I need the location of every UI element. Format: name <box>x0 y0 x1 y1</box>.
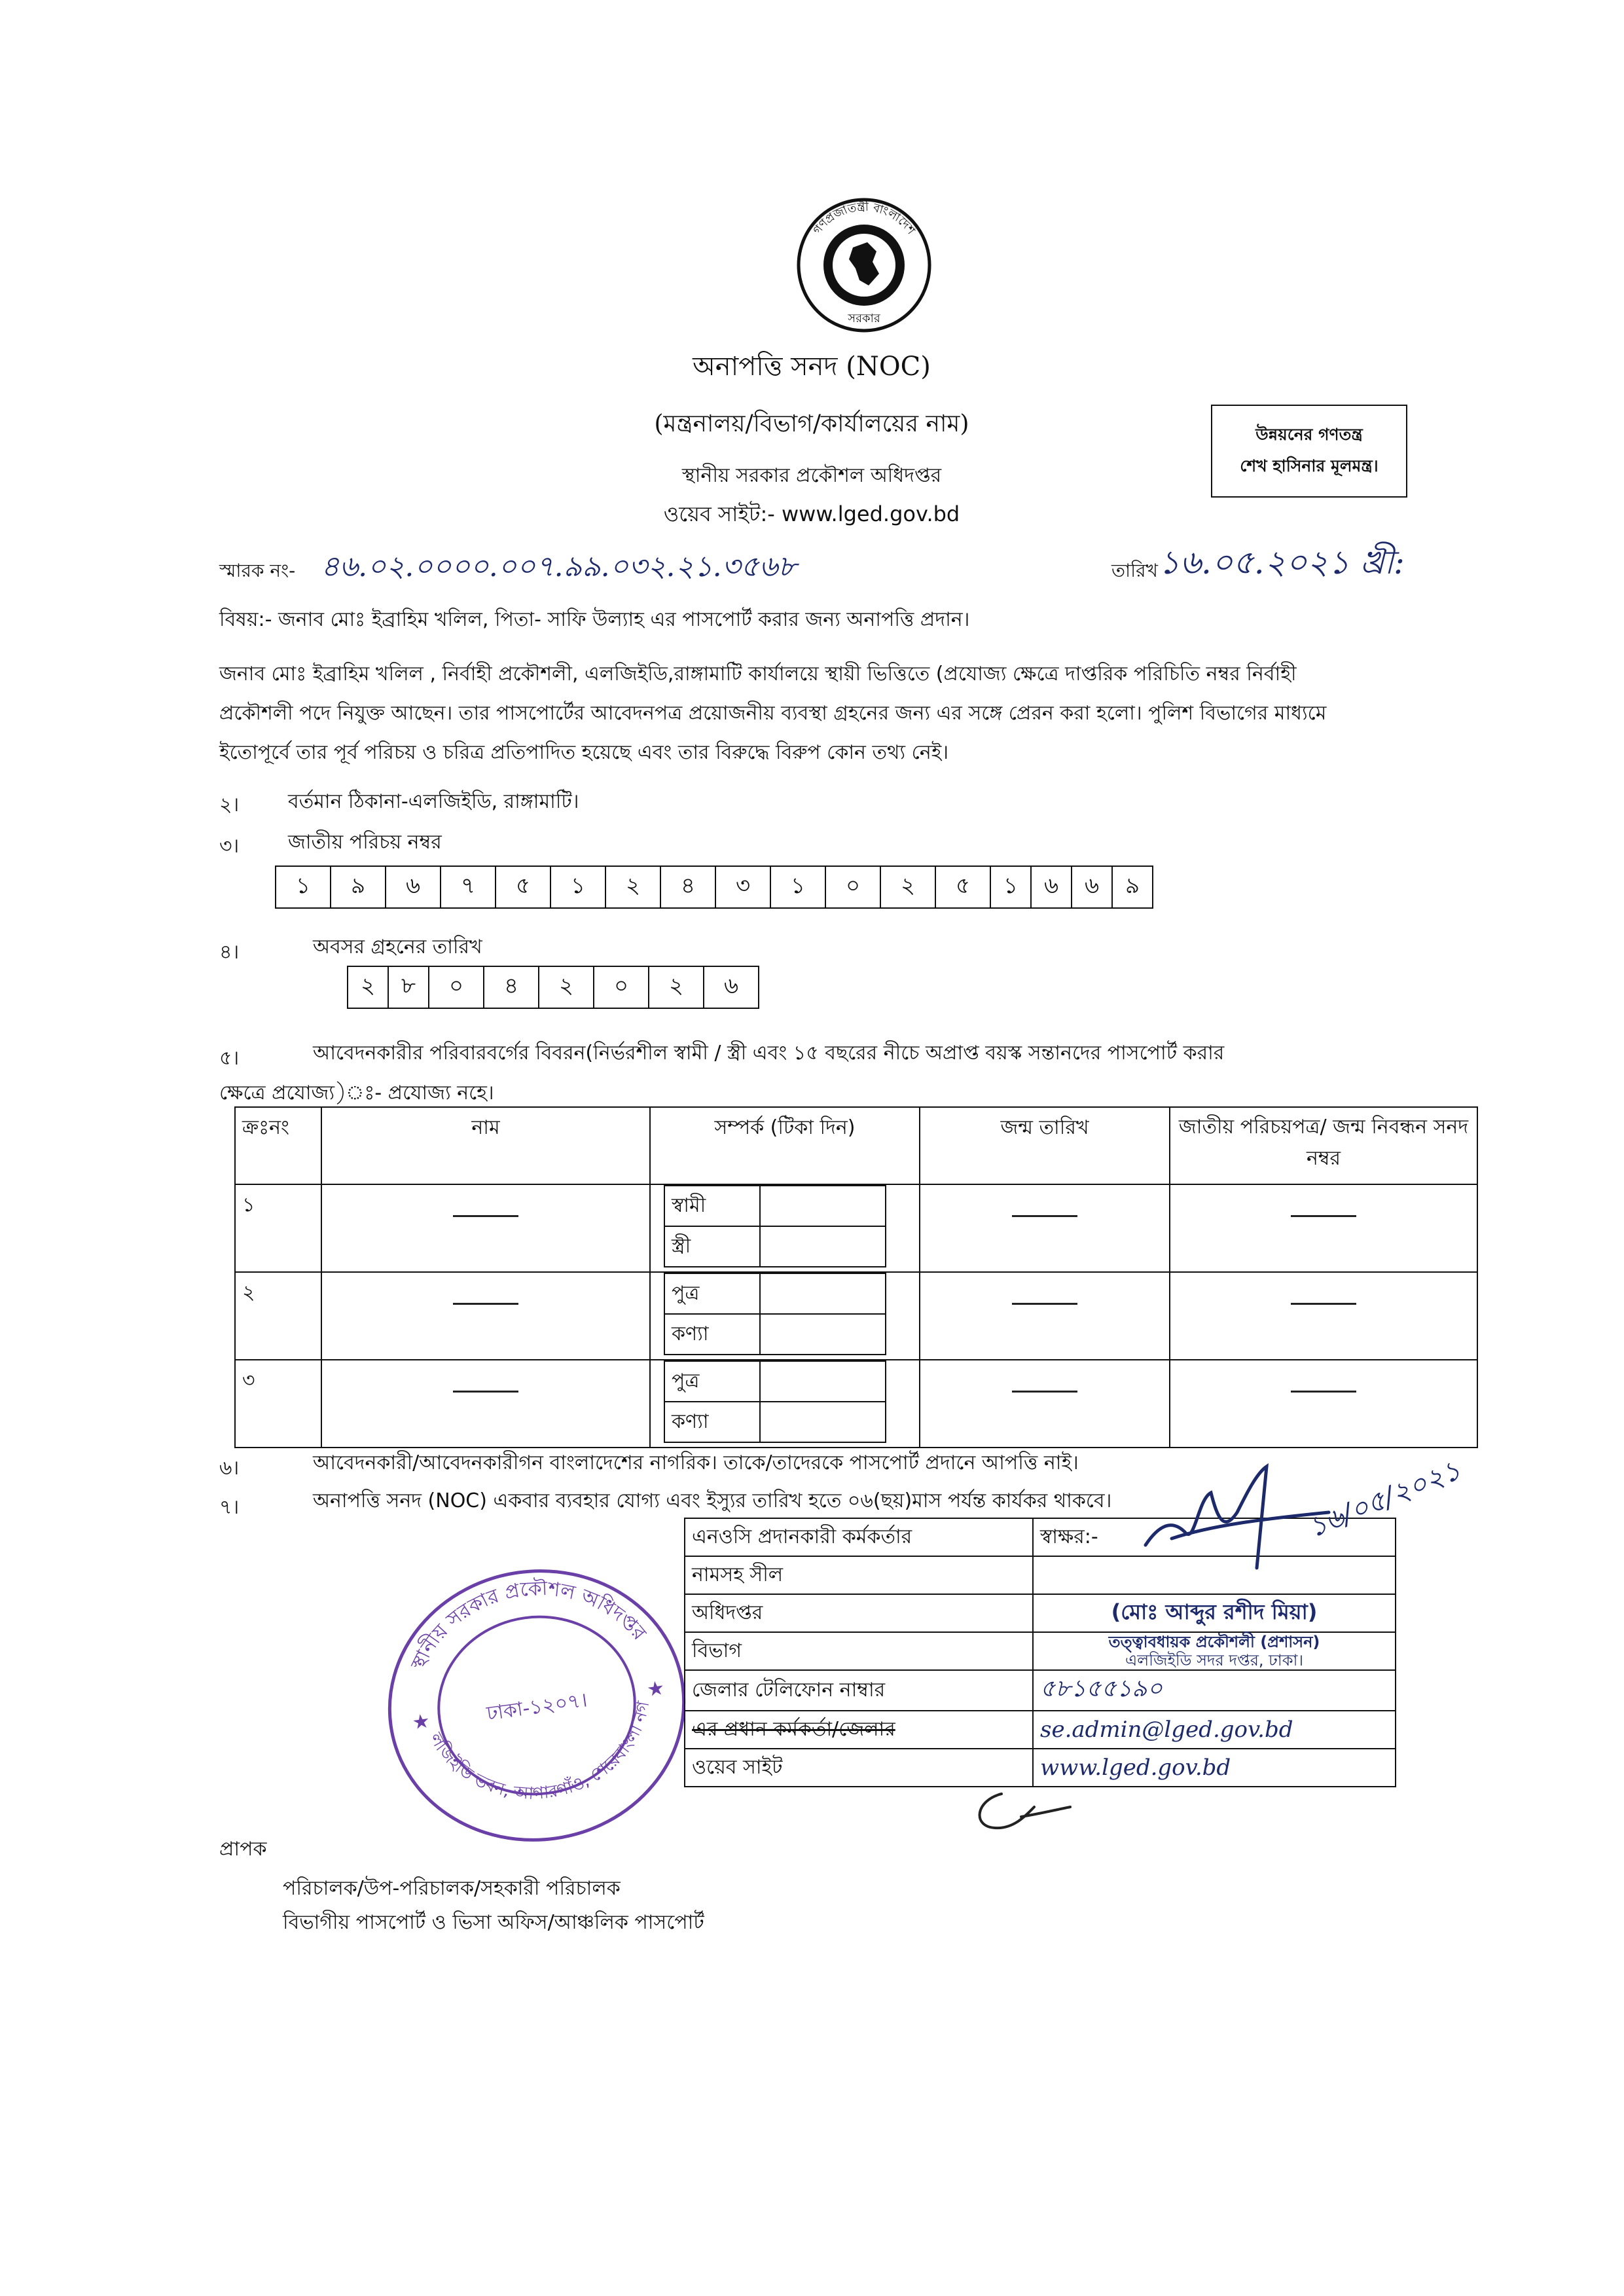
nid-digit: ১ <box>276 866 331 908</box>
officer-value: স্বাক্ষর:- <box>1033 1518 1396 1556</box>
initials-icon <box>962 1781 1080 1840</box>
recipient-line1: পরিচালক/উপ-পরিচালক/সহকারী পরিচালক <box>283 1877 621 1900</box>
officer-label: নামসহ সীল <box>685 1556 1033 1594</box>
retirement-digit: ২ <box>348 966 388 1008</box>
signature-date: ১৬/০৫/২০২১ <box>1303 1453 1466 1544</box>
col-header-serial: ক্রঃনং <box>235 1107 321 1184</box>
relation-option: কণ্যা <box>664 1402 760 1442</box>
emblem-icon <box>795 196 933 334</box>
item2-number: ২। <box>219 793 240 816</box>
table-row <box>685 1670 1396 1711</box>
date-value: ১৬.০৫.২০২১ খ্রী: <box>1159 543 1405 581</box>
blank-dash <box>453 1391 518 1393</box>
table-row <box>235 1184 1477 1272</box>
seal-icon <box>380 1561 694 1850</box>
item7-number: ৭। <box>219 1496 240 1519</box>
item5-line1: আবেদনকারীর পরিবারবর্গের বিবরন(নির্ভরশীল স্বামী / স্ত্রী এবং ১৫ বছরের নীচে অপ্রাপ্ত বয়স্ক সন্তানদের পাসপোর্ট করার <box>313 1042 1225 1065</box>
retirement-digit: ২ <box>539 966 594 1008</box>
body-paragraph <box>219 655 1515 773</box>
officer-label: জেলার টেলিফোন নাম্বার <box>685 1670 1033 1711</box>
subject-line: বিষয়:- জনাব মোঃ ইব্রাহিম খলিল, পিতা- সাফি উল্যাহ এর পাসপোর্ট করার জন্য অনাপত্তি প্রদান। <box>219 608 970 631</box>
officer-label: এনওসি প্রদানকারী কর্মকর্তার <box>685 1518 1033 1556</box>
body-line: প্রকৌশলী পদে নিযুক্ত আছেন। তার পাসপোর্টের আবেদনপত্র প্রয়োজনীয় ব্যবস্থা গ্রহনের জন্য এর সঙ্গে প্রেরন করা হলো। পুলিশ বিভাগের মাধ্যমে <box>219 702 1327 725</box>
name-cell <box>321 1184 650 1272</box>
family-table <box>234 1106 1478 1448</box>
nid-cell <box>1170 1360 1477 1448</box>
item3-number: ৩। <box>219 835 240 858</box>
date-label: তারিখ <box>1111 560 1158 581</box>
table-row <box>685 1594 1396 1632</box>
nid-digit: ৪ <box>660 866 715 908</box>
official-seal <box>380 1561 694 1850</box>
blank-dash <box>1291 1391 1356 1393</box>
nid-digit: ৫ <box>935 866 990 908</box>
nid-digit: ৬ <box>1072 866 1112 908</box>
retirement-digit: ০ <box>594 966 649 1008</box>
officer-label: অধিদপ্তর <box>685 1594 1033 1632</box>
department-name: স্থানীয় সরকার প্রকৌশল অধিদপ্তর <box>681 464 942 487</box>
relation-cell <box>650 1272 920 1360</box>
relation-option: পুত্র <box>664 1361 760 1402</box>
relation-option: কণ্যা <box>664 1314 760 1355</box>
retirement-digit: ৮ <box>388 966 429 1008</box>
nid-digit: ১ <box>990 866 1031 908</box>
dob-cell <box>920 1360 1170 1448</box>
star-icon: ★ <box>410 1709 432 1735</box>
table-row <box>235 1272 1477 1360</box>
retirement-digit: ৬ <box>704 966 759 1008</box>
emblem-bottom-text: সরকার <box>848 312 880 325</box>
row-serial: ৩ <box>235 1360 321 1448</box>
blank-dash <box>453 1215 518 1217</box>
item4-label: অবসর গ্রহনের তারিখ <box>313 936 482 958</box>
item3-label: জাতীয় পরিচয় নম্বর <box>288 831 442 854</box>
memo-label: স্মারক নং- <box>219 560 296 581</box>
officer-name-stamp: (মোঃ আব্দুর রশীদ মিয়া) <box>1033 1594 1396 1632</box>
emblem-arc-text: গণপ্রজাতন্ত্রী বাংলাদেশ <box>810 200 918 238</box>
col-header-dob: জন্ম তারিখ <box>920 1107 1170 1184</box>
office-line: এলজিইডি সদর দপ্তর, ঢাকা। <box>1125 1651 1304 1669</box>
body-line: জনাব মোঃ ইব্রাহিম খলিল , নির্বাহী প্রকৌশলী, এলজিইডি,রাঙ্গামাটি কার্যালয়ে স্থায়ী ভিত্তিতে (প্রযোজ্য ক্ষেত্রে দাপ্তরিক পরিচিতি নম্বর নির্বাহী <box>219 663 1297 685</box>
item5-line2: ক্ষেত্রে প্রযোজ্য)ঃ- প্রযোজ্য নহে। <box>219 1082 494 1104</box>
table-row <box>685 1711 1396 1749</box>
table-row <box>235 1360 1477 1448</box>
nid-cell <box>1170 1184 1477 1272</box>
name-cell <box>321 1272 650 1360</box>
nid-digit: ৯ <box>331 866 386 908</box>
row-serial: ১ <box>235 1184 321 1272</box>
nid-digit: ৬ <box>386 866 441 908</box>
dob-cell <box>920 1272 1170 1360</box>
slogan-line2: শেখ হাসিনার মূলমন্ত্র। <box>1240 456 1379 475</box>
initials-mark <box>962 1781 1080 1840</box>
nid-digit: ২ <box>605 866 660 908</box>
memo-number: ৪৬.০২.০০০০.০০৭.৯৯.০৩২.২১.৩৫৬৮ <box>321 550 797 583</box>
col-header-relation: সম্পর্ক (টিকা দিন) <box>650 1107 920 1184</box>
officer-label: বিভাগ <box>685 1632 1033 1670</box>
email-value: se.admin@lged.gov.bd <box>1033 1711 1396 1749</box>
item2-text: বর্তমান ঠিকানা-এলজিইডি, রাঙ্গামাটি। <box>288 790 579 813</box>
recipient-label: প্রাপক <box>219 1838 267 1861</box>
dob-cell <box>920 1184 1170 1272</box>
phone-value: ৫৮১৫৫১৯০ <box>1033 1670 1396 1711</box>
retirement-digit: ০ <box>429 966 484 1008</box>
item4-number: ৪। <box>219 941 240 964</box>
nid-digit: ৬ <box>1031 866 1072 908</box>
name-cell <box>321 1360 650 1448</box>
designation-line: তত্ত্বাবধায়ক প্রকৌশলী (প্রশাসন) <box>1108 1633 1320 1651</box>
relation-option: পুত্র <box>664 1273 760 1314</box>
slogan-line1: উন্নয়নের গণতন্ত্র <box>1255 425 1363 444</box>
blank-dash <box>453 1303 518 1305</box>
nid-digit-boxes <box>275 866 1153 909</box>
officer-designation <box>1033 1632 1396 1670</box>
relation-option: স্ত্রী <box>664 1226 760 1267</box>
item6-text: আবেদনকারী/আবেদনকারীগন বাংলাদেশের নাগরিক। তাকে/তাদেরকে পাসপোর্ট প্রদানে আপত্তি নাই। <box>313 1451 1079 1474</box>
item7-text: অনাপত্তি সনদ (NOC) একবার ব্যবহার যোগ্য এবং ইস্যুর তারিখ হতে ০৬(ছয়)মাস পর্যন্ত কার্যকর থাকবে। <box>313 1489 1112 1512</box>
nid-digit: ৫ <box>496 866 550 908</box>
struck-label: এর প্রধান কর্মকর্তা/জেলার <box>692 1717 895 1741</box>
nid-digit: ২ <box>880 866 935 908</box>
slogan-box <box>1211 405 1407 498</box>
star-icon: ★ <box>645 1676 666 1702</box>
officer-label: ওয়েব সাইট <box>685 1749 1033 1787</box>
retirement-digit-boxes <box>347 966 759 1009</box>
blank-dash <box>1291 1303 1356 1305</box>
row-serial: ২ <box>235 1272 321 1360</box>
blank-dash <box>1012 1303 1077 1305</box>
website-value: www.lged.gov.bd <box>1033 1749 1396 1787</box>
nid-digit: ১ <box>550 866 605 908</box>
col-header-name: নাম <box>321 1107 650 1184</box>
retirement-digit: ৪ <box>484 966 539 1008</box>
nid-cell <box>1170 1272 1477 1360</box>
nid-digit: ৩ <box>715 866 770 908</box>
retirement-digit: ২ <box>649 966 704 1008</box>
page-title: অনাপত্তি সনদ (NOC) <box>693 352 931 382</box>
seal-center-text: ঢাকা-১২০৭। <box>485 1688 589 1726</box>
blank-dash <box>1012 1391 1077 1393</box>
relation-cell <box>650 1184 920 1272</box>
relation-option: স্বামী <box>664 1186 760 1226</box>
blank-dash <box>1012 1215 1077 1217</box>
item5-number: ৫। <box>219 1047 240 1070</box>
recipient-line2: বিভাগীয় পাসপোর্ট ও ভিসা অফিস/আঞ্চলিক পাসপোর্ট <box>283 1911 704 1934</box>
ministry-placeholder: (মন্ত্রনালয়/বিভাগ/কার্যালয়ের নাম) <box>654 410 969 437</box>
nid-digit: ৯ <box>1112 866 1153 908</box>
relation-cell <box>650 1360 920 1448</box>
nid-digit: ০ <box>825 866 880 908</box>
seal-bottom-text: এলজিইডি ভবন, আগারগাঁও, শেরেবাংলা নগর <box>425 1700 654 1804</box>
nid-digit: ১ <box>770 866 825 908</box>
body-line: ইতোপূর্বে তার পূর্ব পরিচয় ও চরিত্র প্রতিপাদিত হয়েছে এবং তার বিরুদ্ধে বিরুপ কোন তথ্য নেই। <box>219 741 949 764</box>
blank-dash <box>1291 1215 1356 1217</box>
col-header-nid: জাতীয় পরিচয়পত্র/ জন্ম নিবন্ধন সনদ নম্বর <box>1170 1107 1477 1184</box>
table-row <box>685 1632 1396 1670</box>
seal-top-text: স্থানীয় সরকার প্রকৌশল অধিদপ্তর <box>406 1576 651 1674</box>
nid-digit: ৭ <box>441 866 496 908</box>
item6-number: ৬। <box>219 1457 240 1480</box>
officer-label <box>685 1711 1033 1749</box>
government-emblem <box>795 196 933 334</box>
website-line: ওয়েব সাইট:- www.lged.gov.bd <box>663 501 960 526</box>
